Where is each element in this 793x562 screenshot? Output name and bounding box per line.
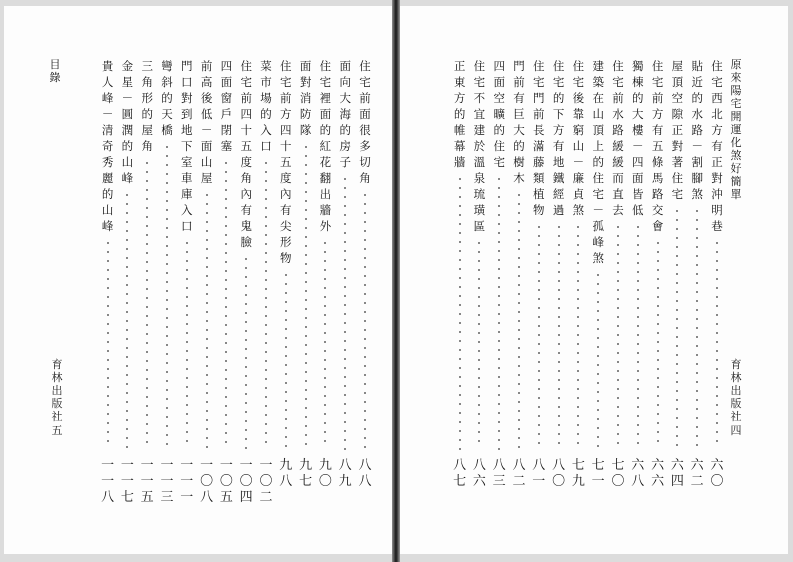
toc-entry-page-number: 八〇 [552, 458, 566, 489]
toc-entry-page-number: 九七 [299, 458, 313, 489]
toc-entry [118, 58, 136, 508]
toc-entry-page-number: 八二 [512, 458, 526, 489]
toc-entry-title: 住宅前面很多切角 [359, 59, 371, 185]
toc-entry-title: 住宅門前長滿藤類植物 [533, 59, 545, 217]
toc-entry-title: 彎斜的天橋 [161, 59, 173, 137]
toc-entry [649, 58, 667, 508]
toc-entry-title: 住宅西北方有正對沖明巷 [711, 59, 723, 233]
publisher-running-head: 育林出版社 [730, 358, 742, 423]
dot-leader [708, 240, 726, 450]
dot-leader [158, 144, 176, 450]
toc-entry [629, 58, 647, 508]
toc-entry [708, 58, 726, 508]
dot-leader [451, 176, 469, 450]
dot-leader [316, 240, 334, 450]
toc-entry-title: 四面空曠的住宅 [493, 59, 505, 169]
toc-entry-page-number: 九八 [279, 458, 293, 489]
dot-leader [138, 160, 156, 450]
dot-leader [237, 256, 255, 450]
toc-entry-title: 住宅前四十五度角內有鬼臉 [240, 59, 252, 249]
toc-entry-page-number: 一〇四 [239, 458, 253, 505]
toc-entry [217, 58, 235, 508]
toc-entry [530, 58, 548, 508]
dot-leader [297, 144, 315, 450]
toc-entry-title: 前高後低－面山屋 [200, 59, 213, 185]
page-number: 四 [730, 424, 742, 437]
dot-leader [629, 224, 647, 450]
toc-entry [336, 58, 354, 508]
toc-entry-title: 住宅前水路緩緩而直去 [612, 59, 624, 217]
toc-entry-page-number: 一一一 [180, 458, 194, 505]
toc-entry-page-number: 八一 [532, 458, 546, 489]
toc-entry-title: 四面窗戶閉塞 [220, 59, 233, 153]
toc-entry [356, 58, 374, 508]
dot-leader [178, 240, 196, 450]
toc-entry [609, 58, 627, 508]
toc-entry-title: 住宅前方有五條馬路交會 [651, 59, 664, 233]
toc-entry [297, 58, 315, 508]
dot-leader [688, 208, 706, 450]
dot-leader [118, 192, 136, 450]
dot-leader [550, 224, 568, 450]
toc-entry-title: 貼近的水路－割腳煞 [691, 59, 703, 201]
toc-entry [178, 58, 196, 508]
right-page [400, 6, 788, 554]
toc-entry [138, 58, 156, 508]
dot-leader [609, 224, 627, 450]
toc-entry-title: 屋頂空隙正對著住宅 [671, 59, 684, 201]
dot-leader [569, 224, 587, 450]
toc-entry-title: 正東方的帷幕牆 [453, 59, 466, 169]
toc-entry-page-number: 六二 [690, 458, 704, 489]
toc-entry [550, 58, 568, 508]
toc-entry [277, 58, 295, 508]
toc-entry-title: 面對消防隊 [299, 59, 312, 137]
dot-leader [277, 272, 295, 450]
toc-entry [257, 58, 275, 508]
toc-entry [198, 58, 216, 508]
dot-leader [198, 192, 216, 450]
dot-leader [470, 240, 488, 450]
toc-entry [668, 58, 686, 508]
toc-entry-page-number: 九〇 [318, 458, 332, 489]
toc-entry [569, 58, 587, 508]
toc-entry-page-number: 六四 [670, 458, 684, 489]
toc-entry-page-number: 八三 [492, 458, 506, 489]
left-page [4, 6, 392, 554]
toc-entry-title: 貴人峰－清奇秀麗的山峰 [101, 59, 114, 233]
toc-entry-title: 三角形的屋角 [141, 59, 153, 153]
toc-entry-title: 住宅不宜建於溫泉琉璜區 [473, 59, 486, 233]
toc-entry [316, 58, 334, 508]
toc-entry-page-number: 八九 [338, 458, 352, 489]
dot-leader [356, 192, 374, 450]
toc-entry-page-number: 八七 [453, 458, 467, 489]
toc-entry-page-number: 一〇五 [219, 458, 233, 505]
dot-leader [510, 192, 528, 450]
toc-entry-page-number: 七九 [571, 458, 585, 489]
toc-entry [470, 58, 488, 508]
toc-entry-page-number: 七〇 [611, 458, 625, 489]
toc-entry [688, 58, 706, 508]
toc-entry-page-number: 一一三 [160, 458, 174, 505]
toc-entry-page-number: 八八 [358, 458, 372, 489]
toc-entry-page-number: 六〇 [710, 458, 724, 489]
dot-leader [336, 176, 354, 450]
contents-label: 目錄 [49, 58, 61, 84]
toc-entry-title: 金星－圓潤的山峰 [121, 59, 134, 185]
dot-leader [530, 224, 548, 450]
toc-entry-title: 面向大海的房子 [339, 59, 351, 169]
toc-entry-page-number: 一一七 [120, 458, 134, 505]
book-gutter [392, 0, 400, 562]
dot-leader [668, 208, 686, 450]
book-title-running-head: 原來陽宅開運化煞好簡單 [730, 58, 742, 201]
toc-entry-title: 門前有巨大的樹木 [513, 59, 525, 185]
toc-entry-page-number: 一一八 [101, 458, 115, 505]
toc-entry [589, 58, 607, 508]
dot-leader [217, 160, 235, 450]
publisher-running-head: 育林出版社 [51, 358, 63, 423]
dot-leader [649, 240, 667, 450]
toc-entry-title: 住宅裡面的紅花翻出牆外 [319, 59, 332, 233]
toc-entry [99, 58, 117, 508]
toc-entry-title: 住宅後靠窮山－廉貞煞 [572, 59, 585, 217]
toc-entry [510, 58, 528, 508]
toc-entry-title: 獨棟的大樓－四面皆低 [632, 59, 644, 217]
toc-entry-title: 門口對到地下室車庫入口 [181, 59, 193, 233]
dot-leader [490, 176, 508, 450]
toc-entry [490, 58, 508, 508]
toc-entry-page-number: 一一五 [140, 458, 154, 505]
dot-leader [99, 240, 117, 450]
toc-entry-page-number: 七一 [591, 458, 605, 489]
toc-entry-page-number: 六六 [651, 458, 665, 489]
page-number: 五 [51, 424, 63, 437]
toc-entry-title: 菜市場的入口 [260, 59, 272, 153]
toc-entry [158, 58, 176, 508]
toc-entry-page-number: 八六 [472, 458, 486, 489]
toc-entry [451, 58, 469, 508]
toc-entry-title: 建築在山頂上的住宅－孤峰煞 [592, 59, 604, 265]
toc-entry [237, 58, 255, 508]
toc-entry-page-number: 一〇八 [200, 458, 214, 505]
toc-entry-title: 住宅前方四十五度內有尖形物 [280, 59, 292, 265]
toc-entry-page-number: 一〇二 [259, 458, 273, 505]
dot-leader [589, 272, 607, 450]
toc-entry-title: 住宅的下方有地鐵經過 [552, 59, 565, 217]
dot-leader [257, 160, 275, 450]
toc-entry-page-number: 六八 [631, 458, 645, 489]
